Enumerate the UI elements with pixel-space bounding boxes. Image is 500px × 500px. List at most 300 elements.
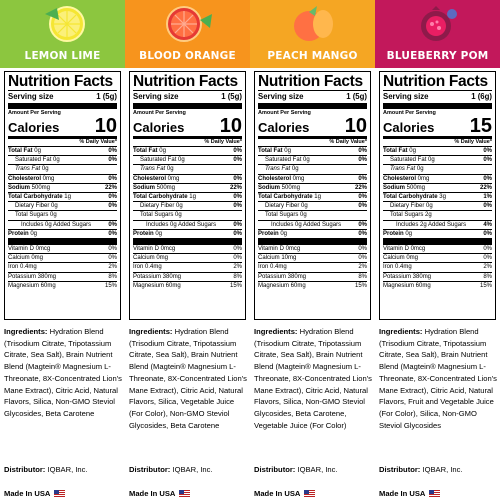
nutrient-label: Total Carbohydrate xyxy=(258,194,313,201)
flavor-banner xyxy=(125,0,250,68)
daily-value-header: % Daily Value* xyxy=(454,139,492,145)
nutrient-label: Cholesterol xyxy=(383,175,417,182)
nutrient-row xyxy=(258,165,367,173)
nutrient-amount: 0g xyxy=(290,166,299,173)
nutrient-row xyxy=(383,230,492,238)
nutrient-amount: 500mg xyxy=(405,184,426,191)
nutrient-amount: 0g xyxy=(48,212,57,219)
serving-size-value: 1 (5g) xyxy=(346,92,367,101)
nutrient-amount: 0g xyxy=(415,166,424,173)
vitamin-row xyxy=(133,245,242,253)
vitamin-dv: 8% xyxy=(358,273,367,280)
vitamin-label: Potassium 380mg xyxy=(258,273,307,280)
vitamin-list xyxy=(8,245,117,290)
nutrient-list xyxy=(8,147,117,239)
nutrient-row xyxy=(258,147,367,155)
nutrient-row xyxy=(383,202,492,210)
vitamin-row xyxy=(383,273,492,281)
nutrient-row xyxy=(133,165,242,173)
nutrient-dv: 0% xyxy=(233,175,242,182)
calories-value: 10 xyxy=(219,115,242,137)
nutrient-dv: 0% xyxy=(358,194,367,201)
nutrient-amount: 0g xyxy=(426,157,435,164)
vitamin-list xyxy=(133,245,242,290)
ingredients-label: Ingredients: xyxy=(379,327,423,336)
ingredients-label: Ingredients: xyxy=(254,327,298,336)
nutrient-row xyxy=(383,184,492,192)
vitamin-row xyxy=(383,245,492,253)
nutrient-dv: 0% xyxy=(108,175,117,182)
serving-size-row xyxy=(133,91,242,103)
nutrient-dv: 0% xyxy=(358,157,367,164)
serving-size-label: Serving size xyxy=(133,92,179,101)
vitamin-row xyxy=(8,263,117,271)
nutrient-amount: 0g xyxy=(28,230,38,237)
nutrient-row xyxy=(8,165,117,173)
distributor xyxy=(4,465,88,474)
vitamin-label: Iron 0.4mg xyxy=(133,264,162,271)
nutrient-amount: 1g xyxy=(62,194,71,201)
vitamin-row xyxy=(133,254,242,262)
product-column-1 xyxy=(0,0,125,500)
amount-per-serving: Amount Per Serving xyxy=(8,110,61,116)
nutrient-label: Includes xyxy=(146,221,169,228)
vitamin-dv: 0% xyxy=(108,255,117,262)
nutrient-label: Saturated Fat xyxy=(390,157,427,164)
vitamin-row xyxy=(133,273,242,281)
nutrient-row xyxy=(8,156,117,164)
vitamin-dv: 15% xyxy=(104,282,117,289)
nutrient-dv: 0% xyxy=(108,203,117,210)
nutrient-amount: 500mg xyxy=(280,184,301,191)
vitamin-row xyxy=(133,263,242,271)
nutrient-amount: 0g xyxy=(176,157,185,164)
vitamin-label: Iron 0.4mg xyxy=(8,264,37,271)
vitamin-dv: 8% xyxy=(108,273,117,280)
nutrient-label: Trans Fat xyxy=(390,166,416,173)
flavor-name: PEACH MANGO xyxy=(267,50,358,62)
nutrient-label: Saturated Fat xyxy=(140,157,177,164)
vitamin-label: Vitamin D 0mcg xyxy=(258,246,301,253)
nutrient-amount: 0g xyxy=(407,148,416,154)
nutrient-dv: 0% xyxy=(358,230,367,237)
vitamin-label: Vitamin D 0mcg xyxy=(8,246,51,253)
nutrient-row xyxy=(258,230,367,238)
made-in-label: Made In USA xyxy=(379,489,426,498)
distributor xyxy=(254,465,338,474)
nutrient-label: Includes xyxy=(21,221,44,228)
nutrient-label: Total Fat xyxy=(133,148,158,154)
vitamin-dv: 0% xyxy=(358,255,367,262)
nutrient-list xyxy=(383,147,492,239)
nutrient-label: Protein xyxy=(133,230,154,237)
nutrient-amount: 0g xyxy=(173,212,182,219)
vitamin-dv: 0% xyxy=(483,246,492,253)
nutrient-dv: 0% xyxy=(358,221,367,228)
nutrient-dv: 0% xyxy=(233,157,242,164)
nutrition-facts-panel xyxy=(4,71,121,320)
vitamin-label: Magnesium 60mg xyxy=(258,282,306,289)
nutrient-row xyxy=(133,221,242,229)
flavor-banner xyxy=(375,0,500,68)
flavor-name: LEMON LIME xyxy=(24,50,101,62)
nutrient-row xyxy=(133,184,242,192)
nutrient-row xyxy=(258,211,367,219)
nutrient-dv: 0% xyxy=(108,148,117,154)
ingredients xyxy=(254,326,373,431)
nutrient-dv: 0% xyxy=(108,194,117,201)
nutrient-row xyxy=(383,147,492,155)
distributor-label: Distributor: xyxy=(254,465,296,474)
nutrient-amount: 0g xyxy=(157,148,166,154)
vitamin-label: Calcium 0mg xyxy=(383,255,419,262)
nutrient-label: Cholesterol xyxy=(258,175,292,182)
made-in-label: Made In USA xyxy=(254,489,301,498)
ingredients-text: Hydration Blend (Trisodium Citrate, Tripotassium Citrate, Sea Salt), Brain Nutrient Blend (Magtein® Magnesium L-Threonate, 8X-Concentrated Lion's Mane Extract), Citric Acid, Natural Flavors, Silica, Non-GMO Steviol Glycosides, Beta Carotene xyxy=(4,327,122,418)
nutrition-facts-panel xyxy=(379,71,496,320)
ingredients xyxy=(4,326,123,420)
nutrient-row xyxy=(383,165,492,173)
vitamin-list xyxy=(383,245,492,290)
nutrient-row xyxy=(8,175,117,183)
nutrient-dv: 22% xyxy=(104,184,117,191)
nutrition-facts-title: Nutrition Facts xyxy=(8,73,113,90)
serving-size-value: 1 (5g) xyxy=(96,92,117,101)
nutrient-amount: 0g xyxy=(403,230,413,237)
vitamin-label: Calcium 0mg xyxy=(8,255,44,262)
distributor-value: IQBAR, Inc. xyxy=(422,465,463,474)
calories-value: 10 xyxy=(344,115,367,137)
vitamin-label: Potassium 380mg xyxy=(133,273,182,280)
nutrient-row xyxy=(8,193,117,201)
vitamin-dv: 0% xyxy=(233,246,242,253)
nutrition-facts-title: Nutrition Facts xyxy=(258,73,363,90)
serving-size-label: Serving size xyxy=(8,92,54,101)
vitamin-row xyxy=(8,282,117,290)
nutrient-amount: 1g xyxy=(312,194,321,201)
nutrient-amount: 0g xyxy=(174,203,183,210)
nutrient-amount: 0g xyxy=(51,157,60,164)
calories-row xyxy=(383,117,492,136)
nutrient-list xyxy=(258,147,367,239)
flavor-name: BLUEBERRY POM xyxy=(386,50,489,62)
made-in-usa xyxy=(254,489,315,498)
calories-value: 15 xyxy=(469,115,492,137)
ingredients-label: Ingredients: xyxy=(129,327,173,336)
vitamin-row xyxy=(8,245,117,253)
nutrient-label: Total Sugars xyxy=(265,212,299,219)
nutrient-label: Total Carbohydrate xyxy=(383,194,438,201)
made-in-usa xyxy=(379,489,440,498)
vitamin-row xyxy=(383,282,492,290)
orange-slice-icon xyxy=(160,4,216,49)
vitamin-label: Vitamin D 0mcg xyxy=(383,246,426,253)
serving-size-row xyxy=(8,91,117,103)
nutrient-row xyxy=(133,147,242,155)
nutrient-label: Total Carbohydrate xyxy=(133,194,188,201)
ingredients-text: Hydration Blend (Trisodium Citrate, Tripotassium Citrate, Sea Salt), Brain Nutrient Blend (Magtein® Magnesium L-Threonate, 8X-Concentrated Lion's Mane Extract), Citric Acid, Natural Flavors, Fruit and Vegetable Juice (For Color), Silica, Non-GMO Steviol Glycosides xyxy=(379,327,497,430)
nutrient-dv: 0% xyxy=(358,175,367,182)
nutrient-dv: 0% xyxy=(233,203,242,210)
vitamin-dv: 2% xyxy=(108,264,117,271)
nutrient-label: Includes xyxy=(396,221,419,228)
peach-icon xyxy=(287,4,339,49)
nutrient-row xyxy=(8,221,117,229)
vitamin-dv: 0% xyxy=(108,246,117,253)
nutrient-label: Cholesterol xyxy=(133,175,167,182)
product-column-2 xyxy=(125,0,250,500)
distributor-label: Distributor: xyxy=(4,465,46,474)
nutrient-row xyxy=(8,202,117,210)
vitamin-dv: 15% xyxy=(354,282,367,289)
vitamin-list xyxy=(258,245,367,290)
flavor-banner xyxy=(0,0,125,68)
nutrient-label: Includes xyxy=(271,221,294,228)
serving-size-label: Serving size xyxy=(258,92,304,101)
ingredients-label: Ingredients: xyxy=(4,327,48,336)
nutrient-amount: 0g xyxy=(301,157,310,164)
nutrient-dv: 0% xyxy=(483,175,492,182)
nutrient-label: Sodium xyxy=(383,184,405,191)
nutrient-amount: 1g xyxy=(187,194,196,201)
vitamin-label: Magnesium 60mg xyxy=(133,282,181,289)
vitamin-dv: 0% xyxy=(233,255,242,262)
daily-value-header: % Daily Value* xyxy=(204,139,242,145)
nutrient-amount: 0g Added Sugars xyxy=(43,221,92,228)
made-in-usa xyxy=(4,489,65,498)
nutrient-dv: 0% xyxy=(108,221,117,228)
pomegranate-icon xyxy=(412,4,464,49)
nutrient-dv: 4% xyxy=(483,221,492,228)
product-column-4 xyxy=(375,0,500,500)
nutrient-label: Cholesterol xyxy=(8,175,42,182)
us-flag-icon xyxy=(429,490,440,497)
nutrient-row xyxy=(258,184,367,192)
calories-label: Calories xyxy=(8,120,60,135)
nutrient-dv: 0% xyxy=(108,157,117,164)
us-flag-icon xyxy=(179,490,190,497)
us-flag-icon xyxy=(304,490,315,497)
serving-size-label: Serving size xyxy=(383,92,429,101)
nutrient-row xyxy=(133,230,242,238)
nutrient-dv: 22% xyxy=(229,184,242,191)
made-in-label: Made In USA xyxy=(129,489,176,498)
nutrient-row xyxy=(8,147,117,155)
nutrient-row xyxy=(383,221,492,229)
nutrient-row xyxy=(133,193,242,201)
vitamin-label: Potassium 380mg xyxy=(383,273,432,280)
vitamin-label: Potassium 380mg xyxy=(8,273,57,280)
calories-value: 10 xyxy=(94,115,117,137)
nutrient-dv: 1% xyxy=(483,194,492,201)
nutrient-amount: 0mg xyxy=(41,175,55,182)
nutrient-label: Protein xyxy=(8,230,29,237)
nutrient-row xyxy=(383,211,492,219)
nutrient-row xyxy=(258,221,367,229)
nutrient-row xyxy=(258,156,367,164)
vitamin-dv: 2% xyxy=(358,264,367,271)
flavor-banner xyxy=(250,0,375,68)
amount-per-serving: Amount Per Serving xyxy=(133,110,186,116)
nutrient-dv: 0% xyxy=(483,148,492,154)
calories-label: Calories xyxy=(133,120,185,135)
vitamin-row xyxy=(258,282,367,290)
nutrient-label: Total Sugars xyxy=(140,212,174,219)
vitamin-dv: 15% xyxy=(229,282,242,289)
nutrient-row xyxy=(383,193,492,201)
nutrient-amount: 0g xyxy=(49,203,58,210)
nutrition-facts-title: Nutrition Facts xyxy=(133,73,238,90)
nutrient-label: Dietary Fiber xyxy=(265,203,300,210)
vitamin-dv: 0% xyxy=(358,246,367,253)
nutrient-label: Dietary Fiber xyxy=(15,203,50,210)
nutrient-dv: 22% xyxy=(479,184,492,191)
nutrient-amount: 0g Added Sugars xyxy=(168,221,217,228)
vitamin-row xyxy=(258,263,367,271)
vitamin-dv: 2% xyxy=(233,264,242,271)
nutrient-amount: 0g xyxy=(153,230,163,237)
nutrient-amount: 3g xyxy=(437,194,446,201)
nutrient-amount: 0mg xyxy=(291,175,305,182)
daily-value-header: % Daily Value* xyxy=(329,139,367,145)
distributor-value: IQBAR, Inc. xyxy=(297,465,338,474)
nutrient-row xyxy=(258,202,367,210)
distributor-value: IQBAR, Inc. xyxy=(172,465,213,474)
nutrient-list xyxy=(133,147,242,239)
serving-size-row xyxy=(258,91,367,103)
nutrient-label: Total Fat xyxy=(8,148,33,154)
nutrient-dv: 0% xyxy=(483,203,492,210)
serving-size-value: 1 (6g) xyxy=(471,92,492,101)
us-flag-icon xyxy=(54,490,65,497)
nutrient-amount: 0g xyxy=(40,166,49,173)
nutrient-row xyxy=(258,175,367,183)
amount-per-serving: Amount Per Serving xyxy=(383,110,436,116)
vitamin-row xyxy=(8,273,117,281)
nutrition-facts-title: Nutrition Facts xyxy=(383,73,488,90)
nutrient-amount: 0g Added Sugars xyxy=(293,221,342,228)
flavor-name: BLOOD ORANGE xyxy=(139,50,236,62)
vitamin-row xyxy=(383,263,492,271)
calories-row xyxy=(133,117,242,136)
calories-row xyxy=(8,117,117,136)
nutrient-row xyxy=(133,211,242,219)
calories-row xyxy=(258,117,367,136)
nutrient-label: Protein xyxy=(258,230,279,237)
vitamin-row xyxy=(258,245,367,253)
nutrient-label: Trans Fat xyxy=(140,166,166,173)
nutrient-amount: 0g xyxy=(32,148,41,154)
product-column-3 xyxy=(250,0,375,500)
nutrient-label: Total Fat xyxy=(258,148,283,154)
nutrition-facts-panel xyxy=(129,71,246,320)
daily-value-header: % Daily Value* xyxy=(79,139,117,145)
nutrient-amount: 500mg xyxy=(30,184,51,191)
nutrient-label: Total Sugars xyxy=(390,212,424,219)
nutrient-row xyxy=(133,156,242,164)
nutrient-amount: 0mg xyxy=(166,175,180,182)
vitamin-row xyxy=(383,254,492,262)
vitamin-label: Magnesium 60mg xyxy=(8,282,56,289)
nutrient-label: Dietary Fiber xyxy=(140,203,175,210)
nutrient-amount: 0mg xyxy=(416,175,430,182)
vitamin-label: Vitamin D 0mcg xyxy=(133,246,176,253)
nutrient-label: Trans Fat xyxy=(15,166,41,173)
nutrient-label: Total Carbohydrate xyxy=(8,194,63,201)
made-in-usa xyxy=(129,489,190,498)
nutrient-dv: 0% xyxy=(483,157,492,164)
nutrient-label: Total Fat xyxy=(383,148,408,154)
vitamin-dv: 0% xyxy=(483,255,492,262)
distributor-value: IQBAR, Inc. xyxy=(47,465,88,474)
nutrient-row xyxy=(133,175,242,183)
distributor-label: Distributor: xyxy=(379,465,421,474)
nutrient-label: Trans Fat xyxy=(265,166,291,173)
nutrient-dv: 0% xyxy=(233,230,242,237)
vitamin-row xyxy=(258,254,367,262)
calories-label: Calories xyxy=(258,120,310,135)
nutrient-amount: 2g Added Sugars xyxy=(418,221,467,228)
calories-label: Calories xyxy=(383,120,435,135)
nutrient-label: Sodium xyxy=(133,184,155,191)
nutrient-label: Dietary Fiber xyxy=(390,203,425,210)
vitamin-label: Calcium 10mg xyxy=(258,255,297,262)
ingredients-text: Hydration Blend (Trisodium Citrate, Tripotassium Citrate, Sea Salt), Brain Nutrient Blend (Magtein® Magnesium L-Threonate, 8X-Concentrated Lion's Mane Extract), Citric Acid, Natural Flavors, Silica, Vegetable Juice (For Color), Non-GMO Steviol Glycosides, Beta Carotene xyxy=(129,327,247,430)
made-in-label: Made In USA xyxy=(4,489,51,498)
vitamin-label: Iron 0.4mg xyxy=(258,264,287,271)
nutrient-label: Sodium xyxy=(258,184,280,191)
vitamin-row xyxy=(258,273,367,281)
vitamin-label: Magnesium 60mg xyxy=(383,282,431,289)
ingredients xyxy=(379,326,498,431)
vitamin-dv: 2% xyxy=(483,264,492,271)
vitamin-dv: 15% xyxy=(479,282,492,289)
nutrient-label: Total Sugars xyxy=(15,212,49,219)
nutrient-row xyxy=(383,175,492,183)
ingredients xyxy=(129,326,248,431)
vitamin-label: Calcium 0mg xyxy=(133,255,169,262)
nutrient-dv: 0% xyxy=(108,230,117,237)
nutrient-row xyxy=(8,184,117,192)
nutrient-amount: 2g xyxy=(423,212,432,219)
nutrient-label: Sodium xyxy=(8,184,30,191)
nutrient-row xyxy=(8,211,117,219)
ingredients-text: Hydration Blend (Trisodium Citrate, Tripotassium Citrate, Sea Salt), Brain Nutrient Blend (Magtein® Magnesium L-Threonate, 8X-Concentrated Lion's Mane Extract), Citric Acid, Natural Flavors, Silica, Non-GMO Steviol Glycosides, Beta Carotene, Vegetable Juice (For Color) xyxy=(254,327,372,430)
vitamin-label: Iron 0.4mg xyxy=(383,264,412,271)
nutrient-dv: 0% xyxy=(483,230,492,237)
nutrient-label: Protein xyxy=(383,230,404,237)
nutrition-facts-panel xyxy=(254,71,371,320)
vitamin-dv: 8% xyxy=(233,273,242,280)
distributor xyxy=(379,465,463,474)
nutrient-amount: 0g xyxy=(165,166,174,173)
nutrient-amount: 500mg xyxy=(155,184,176,191)
nutrient-dv: 0% xyxy=(233,221,242,228)
nutrient-dv: 22% xyxy=(354,184,367,191)
distributor-label: Distributor: xyxy=(129,465,171,474)
nutrient-row xyxy=(383,156,492,164)
nutrient-row xyxy=(258,193,367,201)
nutrient-amount: 0g xyxy=(282,148,291,154)
nutrient-amount: 0g xyxy=(424,203,433,210)
nutrient-dv: 0% xyxy=(233,148,242,154)
vitamin-dv: 8% xyxy=(483,273,492,280)
nutrient-dv: 0% xyxy=(358,203,367,210)
nutrient-dv: 0% xyxy=(358,148,367,154)
vitamin-row xyxy=(133,282,242,290)
nutrient-amount: 0g xyxy=(299,203,308,210)
nutrient-label: Saturated Fat xyxy=(15,157,52,164)
